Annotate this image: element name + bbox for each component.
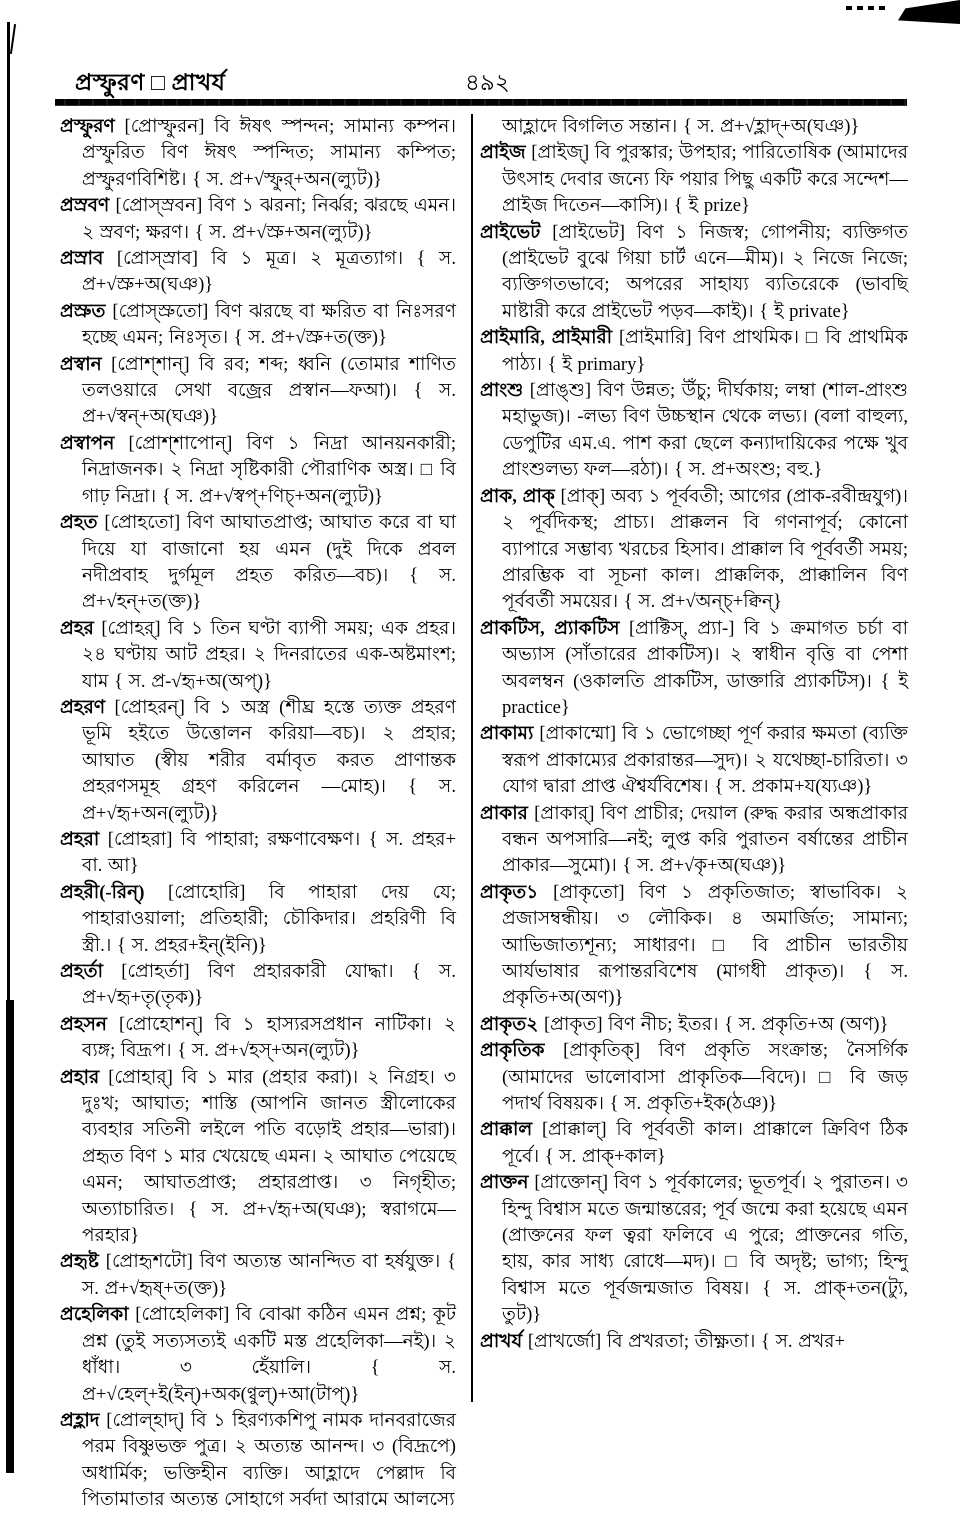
dictionary-entry [480,220,908,326]
left-column [60,114,466,1511]
scan-corner-dashes [846,6,886,10]
right-column [466,114,908,1444]
entry-body: আহ্লাদে বিগলিত সন্তান। { স. প্র+√হ্লাদ্+অ(ঘঞ)} [502,116,860,137]
entry-headword: প্রাকৃতিক [480,1040,545,1062]
entry-headword: প্রাখর্য [480,1330,523,1352]
entry-headword: প্রাইজ [480,142,526,164]
dictionary-entry [60,1249,456,1302]
entry-body: [প্রোল্হাদ্] বি ১ হিরণ্যকশিপু নামক দানবরাজের পরম বিষ্ণুভক্ত পুত্র। ২ অত্যন্ত আনন্দ। ৩ (বিদ্রূপে) অধার্মিক; ভক্তিহীন ব্যক্তি। আহ্লাদে পেল্লাদ বি পিতামাতার অত্যন্ত সোহাগে সর্বদা আরামে আলস্যে [82,1409,456,1511]
entry-headword: প্রহরণ [60,696,106,718]
page-number: ৪৯২ [465,70,510,95]
entry-headword: প্রস্বান [60,353,102,375]
dictionary-entry [480,1038,908,1117]
dictionary-entry [480,1012,908,1038]
scan-corner-mark [898,0,960,24]
entry-body: [প্রাকৃতিক্] বিণ প্রকৃতি সংক্রান্ত; নৈসর্গিক (আমাদের ভালোবাসা প্রাকৃতিক—বিদে)। □ বি জড় পদার্থ বিষয়ক। { স. প্রকৃতি+ইক(ঠঞ)} [502,1040,908,1115]
entry-body: [প্রাকার্] বিণ প্রাচীর; দেয়াল (রুদ্ধ করার অন্ধপ্রাকার বন্ধন অপসারি—নই; লুপ্ত করি পুরাতন বর্ষান্তের প্রাচীন প্রাকার—সুমো)। { স. প্র+√কৃ+অ(ঘঞ)} [502,802,908,877]
entry-headword: প্রাংশু [480,380,524,402]
entry-headword: প্রহরা [60,828,100,850]
entry-body: [প্রোস্স্রাব] বি ১ মূত্র। ২ মূত্রত্যাগ। { স. প্র+√স্রু+অ(ঘঞ)} [82,248,456,296]
dictionary-entry [480,484,908,616]
entry-body: [প্রোহরা] বি পাহারা; রক্ষণাবেক্ষণ। { স. প্রহর+ বা. আ} [82,828,456,877]
dictionary-entry [480,140,908,219]
dictionary-entry [60,695,456,827]
scan-border-left-thick [6,1000,14,1473]
header-rule [55,99,907,106]
dictionary-entry [60,352,456,431]
dictionary-entry [60,1408,456,1514]
entry-body: [প্রোস্স্রুতো] বিণ ঝরছে বা ক্ষরিত বা নিঃসরণ হচ্ছে এমন; নিঃসৃত। { স. প্র+√স্রু+ত(ক্ত)} [82,300,456,349]
entry-headword: প্রস্রুত [60,300,106,322]
dictionary-entry [480,114,908,140]
dictionary-entry [480,1329,908,1355]
dictionary-body [60,114,908,1511]
entry-headword: প্রাক্তন [480,1172,529,1194]
dictionary-entry [480,801,908,880]
entry-body: [প্রাইজ্] বি পুরস্কার; উপহার; পারিতোষিক (আমাদের উৎসাহ দেবার জন্যে ফি পয়ার পিছু একটি করে সন্দেশ—প্রাইজ দিতেন—কাসি)। { ই prize} [502,142,908,217]
dictionary-entry [60,114,456,193]
entry-headword: প্রাকৃত১ [480,881,539,903]
entry-headword: প্রস্রবণ [60,195,110,217]
entry-body: [প্রাখর্জো] বি প্রখরতা; তীক্ষ্ণতা। { স. প্রখর+ [527,1330,846,1352]
guide-words: প্রস্ফুরণ □ প্রাখর্য [75,70,226,95]
entry-body: [প্রাকৃতো] বিণ ১ প্রকৃতিজাত; স্বাভাবিক। ২ প্রজাসম্বন্ধীয়। ৩ লৌকিক। ৪ অমার্জিত; সামান্য; আভিজাত্যশূন্য; সাধারণ। □ বি প্রাচীন ভারতীয় আর্যভাষার রূপান্তরবিশেষ (মাগধী প্রাকৃত)। { স. প্রকৃতি+অ(অণ)} [502,881,908,1009]
dictionary-entry [60,1012,456,1065]
page-header [75,60,905,98]
dictionary-entry [60,510,456,616]
entry-body: [প্রোশ্শাপোন্] বিণ ১ নিদ্রা আনয়নকারী; নিদ্রাজনক। ২ নিদ্রা সৃষ্টিকারী পৌরাণিক অস্ত্র। □ বি গাঢ় নিদ্রা। { স. প্র+√স্বপ্+ণিচ্+অন(ল্যুট)} [82,432,456,507]
entry-body: [প্রাইভেট] বিণ ১ নিজস্ব; গোপনীয়; ব্যক্তিগত (প্রাইভেট বুঝে গিয়া চার্ট এনে—মীম)। ২ নিজে নিজে; ব্যক্তিগতভাবে; অপরের সাহায্য ব্যতিরেকে (ভাবছি মাষ্টারী করে প্রাইভেট পড়ব—কাই)। { ই private} [502,221,908,322]
entry-body: [প্রোহর্তা] বিণ প্রহারকারী যোদ্ধা। { স. প্র+√হৃ+তৃ(তৃক)} [82,961,456,1009]
entry-headword: প্রহার [60,1066,100,1088]
scan-border-tick [10,24,16,54]
dictionary-entry [480,721,908,800]
entry-headword: প্রস্রাব [60,248,104,270]
dictionary-entry [60,1065,456,1250]
entry-body: [প্রাইমারি] বিণ প্রাথমিক। □ বি প্রাথমিক পাঠ্য। { ই primary} [502,327,908,375]
entry-headword: প্রাইমারি, প্রাইমারী [480,327,613,349]
entry-body: [প্রোহতো] বিণ আঘাতপ্রাপ্ত; আঘাত করে বা ঘা দিয়ে যা বাজানো হয় এমন (দুই দিকে প্রবল নদীপ্রবাহ দুর্গমূল প্রহত করিত—বচ)। { স. প্র+√হন্+ত(ক্ত)} [82,512,456,613]
dictionary-entry [60,246,456,299]
entry-headword: প্রাক, প্রাক্ [480,485,555,507]
entry-headword: প্রহরী(-রিন্) [60,881,145,903]
entry-headword: প্রাকার [480,802,528,824]
dictionary-entry [60,193,456,246]
entry-headword: প্রহৃষ্ট [60,1251,99,1273]
entry-headword: প্রস্বাপন [60,432,115,454]
entry-body: [প্রোহৃশটো] বিণ অত্যন্ত আনন্দিত বা হর্ষযুক্ত। { স. প্র+√হৃষ্+ত(ক্ত)} [82,1251,457,1299]
entry-headword: প্রস্ফুরণ [60,116,115,137]
entry-body: [প্রোস্ফুরন] বি ঈষৎ স্পন্দন; সামান্য কম্পন। প্রস্ফুরিত বিণ ঈষৎ স্পন্দিত; সামান্য কম্পিত; প্রস্ফুরণবিশিষ্ট। { স. প্র+√স্ফুর্+অন(ল্যুট)} [82,116,456,190]
entry-body: [প্রোহেলিকা] বি বোঝা কঠিন এমন প্রশ্ন; কূট প্রশ্ন (তুই সত্যসত্যই একটি মস্ত প্রহেলিকা—নই)। ২ ধাঁধা। ৩ হেঁয়ালি। { স. প্র+√হেল্+ই(ইন্)+অক(ণ্বুল্)+আ(টাপ্)} [82,1304,456,1405]
dictionary-entry [60,431,456,510]
entry-body: [প্রাক্টিস্, প্র্যা-] বি ১ ক্রমাগত চর্চা বা অভ্যাস (সাঁতারের প্রাকটিস)। ২ স্বাধীন বৃত্তি বা পেশা অবলম্বন (ওকালতি প্রাকটিস, ডাক্তারি প্র্যাকটিস)। { ই practice} [502,617,908,718]
entry-body: [প্রাকৃত] বিণ নীচ; ইতর। { স. প্রকৃতি+অ (অণ)} [543,1013,889,1035]
dictionary-entry [60,880,456,959]
dictionary-entry [480,325,908,378]
dictionary-entry [480,880,908,1012]
entry-headword: প্রাকাম্য [480,723,534,745]
entry-headword: প্রহর্তা [60,961,103,982]
column-divider [471,114,473,1402]
entry-body: [প্রোহার্] বি ১ মার (প্রহার করা)। ২ নিগ্রহ। ৩ দুঃখ; আঘাত; শাস্তি (আপনি জানত স্ত্রীলোকের ব্যবহার সতিনী লইলে পতি বড়োই প্রহার—ভারা)। প্রহৃত বিণ ১ মার খেয়েছে এমন। ২ আঘাত পেয়েছে এমন; আঘাতপ্রাপ্ত; প্রহারপ্রাপ্ত। ৩ নিগৃহীত; অত্যাচারিত। { স. প্র+√হৃ+অ(ঘঞ); স্বরাগমে—পরহার} [82,1066,456,1247]
entry-headword: প্রাইভেট [480,221,541,243]
entry-headword: প্রহ্লাদ [60,1409,100,1431]
entry-body: [প্রোহর্] বি ১ তিন ঘণ্টা ব্যাপী সময়; এক প্রহর। ২৪ ঘণ্টায় আট প্রহর। ২ দিনরাতের এক-অষ্টমাংশ; যাম { স. প্র-√হৃ+অ(অপ্)} [82,617,456,692]
entry-body: [প্রোহরন্] বি ১ অস্ত্র (শীঘ্র হস্তে ত্যক্ত প্রহরণ ভূমি হইতে উত্তোলন করিয়া—বচ)। ২ প্রহার; আঘাত (স্বীয় শরীর বর্মাবৃত করত প্রাণান্তক প্রহরণসমূহ গ্রহণ করিলেন —মোহ)। { স. প্র+√হৃ+অন(ল্যুট)} [82,696,456,824]
entry-body: [প্রোহোশন্] বি ১ হাস্যরসপ্রধান নাটিকা। ২ ব্যঙ্গ; বিদ্রূপ। { স. প্র+√হস্+অন(ল্যুট)} [82,1013,456,1062]
dictionary-entry [480,1170,908,1328]
dictionary-entry [60,1302,456,1408]
entry-body: [প্রোশ্শান্] বি রব; শব্দ; ধ্বনি (তোমার শাণিত তলওয়ারে সেথা বজ্রের প্রস্বান—ফআ)। { স. প্র+√স্বন্+অ(ঘঞ)} [82,353,456,428]
dictionary-entry [60,827,456,880]
entry-headword: প্রহত [60,512,98,534]
entry-headword: প্রাকৃত২ [480,1013,539,1035]
entry-headword: প্রাক্কাল [480,1119,533,1141]
entry-headword: প্রহসন [60,1013,108,1035]
entry-body: [প্রাক্কাল্] বি পূর্ববতী কাল। প্রাক্কালে ক্রিবিণ ঠিক পূর্বে। { স. প্রাক্+কাল} [502,1119,908,1167]
entry-headword: প্রাকটিস, প্র্যাকটিস [480,617,620,639]
entry-headword: প্রহেলিকা [60,1304,129,1326]
entry-body: [প্রাঙ্শু] বিণ উন্নত; উঁচু; দীর্ঘকায়; লম্বা (শাল-প্রাংশু মহাভুজ)। -লভ্য বিণ উচ্চস্থান থেকে লভ্য। (বলা বাহুল্য, ডেপুটির এম.এ. পাশ করা ছেলে কন্যাদায়িকের পক্ষে খুব প্রাংশুলভ্য ফল—রঠা)। { স. প্র+অংশু; বহু.} [502,380,908,481]
dictionary-entry [60,616,456,695]
entry-body: [প্রাকাম্মো] বি ১ ভোগেচ্ছা পূর্ণ করার ক্ষমতা (ব্যক্তি স্বরূপ প্রাকাম্যের প্রকারান্তর—সুদ)। ২ যথেচ্ছা-চারিতা। ৩ যোগ দ্বারা প্রাপ্ত ঐশ্বর্যবিশেষ। { স. প্রকাম+য(য্যঞ)} [502,723,908,798]
entry-body: [প্রোস্স্রবন] বিণ ১ ঝরনা; নির্ঝর; ঝরছে এমন। ২ স্রবণ; ক্ষরণ। { স. প্র+√স্রু+অন(ল্যুট)} [82,195,456,243]
dictionary-entry [480,378,908,484]
dictionary-entry [480,616,908,722]
dictionary-entry [60,959,456,1012]
entry-body: [প্রাক্] অব্য ১ পূর্ববতী; আগের (প্রাক-রবীন্দ্রযুগ)। ২ পূর্বদিকস্থ; প্রাচ্য। প্রাক্কলন বি গণনাপূর্ব; কোনো ব্যাপারে সম্ভাব্য খরচের হিসাব। প্রাক্কাল বি পূর্ববর্তী সময়; প্রারম্ভিক বা সূচনা কাল। প্রাক্কলিক, প্রাক্কালিন বিণ পূর্ববর্তী সময়ের। { স. প্র+√অন্চ্+ক্বিন্} [502,485,908,613]
dictionary-entry [480,1117,908,1170]
dictionary-entry [60,299,456,352]
entry-headword: প্রহর [60,617,94,639]
entry-body: [প্রাক্তোন্] বিণ ১ পূর্বকালের; ভূতপূর্ব। ২ পুরাতন। ৩ হিন্দু বিশ্বাস মতে জন্মান্তরের; পূর্ব জন্মে করা হয়েছে এমন (প্রাক্তনের ফল ত্বরা ফলিবে এ পুরে; প্রাক্তনের গতি, হায়, কার সাধ্য রোধে—মদ)। □ বি অদৃষ্ট; ভাগ্য; হিন্দু বিশ্বাস মতে পূর্বজন্মজাত বিষয়। { স. প্রাক্+তন(ট্যু, তুট)} [502,1172,908,1326]
entry-body: [প্রোহোরি] বি পাহারা দেয় যে; পাহারাওয়ালা; প্রতিহারী; চৌকিদার। প্রহরিণী বি স্ত্রী.। { স. প্রহর+ইন্(ইনি)} [82,881,456,956]
